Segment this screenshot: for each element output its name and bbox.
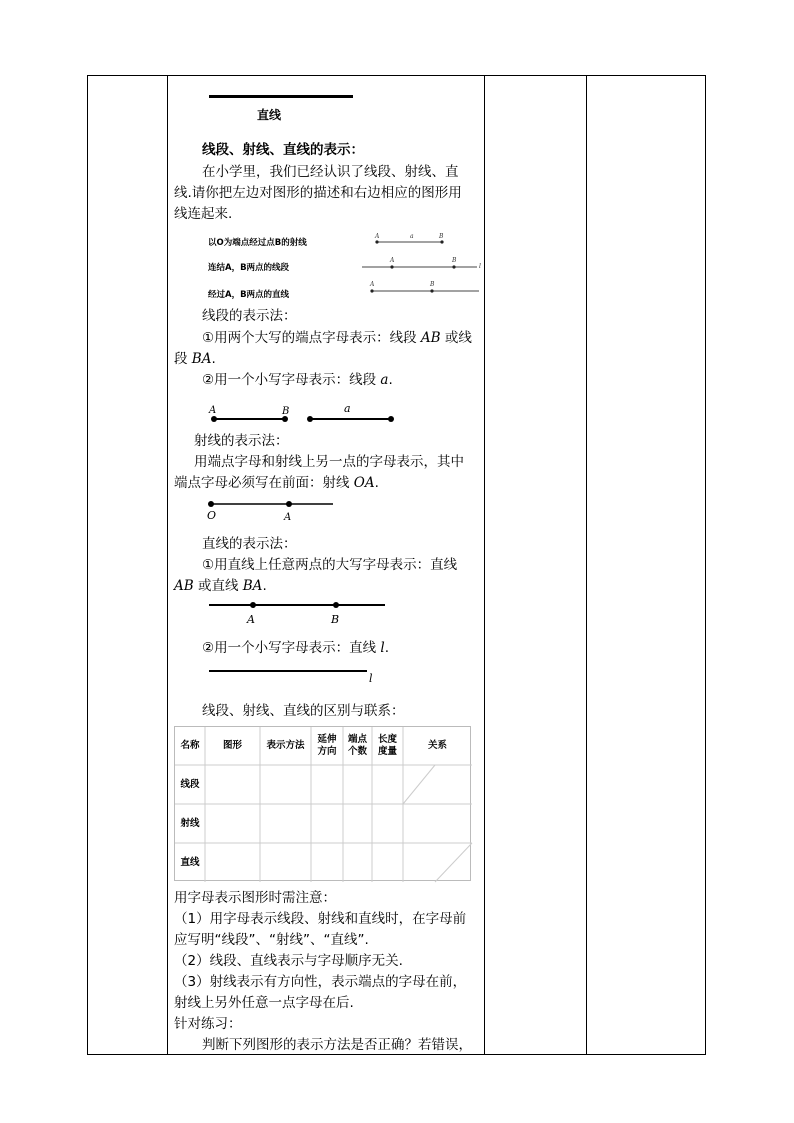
fig2-label-B: B — [452, 257, 457, 264]
lesson-content-column — [171, 78, 481, 1053]
intro-line-2: 线.请你把左边对图形的描述和右边相应的图形用 — [174, 185, 462, 201]
fig2-label-A: A — [390, 257, 395, 264]
fig1-label-A: A — [375, 233, 380, 240]
ray-title: 射线的表示法： — [194, 433, 289, 449]
line-l-figure — [171, 78, 481, 688]
fig1-label-B: B — [439, 233, 444, 240]
table-header-endpoints: 端点 个数 — [347, 734, 367, 757]
fig3-label-A: A — [370, 281, 375, 288]
table-row-segment: 线段 — [180, 779, 200, 790]
table-header-length: 长度 度量 — [377, 734, 397, 757]
segment-label-a: a — [344, 402, 351, 415]
segment-label-B: B — [282, 406, 290, 417]
section-title: 线段、射线、直线的表示： — [202, 142, 364, 158]
line-rule-2: ②用一个小写字母表示：直线 l. — [202, 640, 390, 656]
note-1-line-1: （1）用字母表示线段、射线和直线时，在字母前 — [174, 911, 467, 927]
line-label-l: l — [369, 672, 373, 685]
note-3-line-2: 射线上另外任意一点字母在后. — [174, 995, 354, 1011]
segment-rule-1-cont: 段 BA. — [174, 351, 216, 367]
ray-label-A: A — [284, 512, 292, 523]
table-row-line: 直线 — [180, 857, 200, 868]
practice-line-1: 判断下列图形的表示方法是否正确？若错误， — [202, 1037, 472, 1053]
fig2-label-l: l — [479, 263, 481, 270]
segment-rule-2: ②用一个小写字母表示：线段 a. — [202, 372, 393, 388]
segment-label-A: A — [209, 405, 217, 416]
table-header-relation: 关系 — [427, 740, 447, 751]
table-row-ray: 射线 — [180, 818, 200, 829]
compare-title: 线段、射线、直线的区别与联系： — [202, 703, 405, 719]
table-header-name: 名称 — [180, 740, 200, 751]
ray-rule-line-2: 端点字母必须写在前面：射线 OA. — [174, 475, 379, 491]
table-header-notation: 表示方法 — [266, 740, 305, 751]
intro-line-3: 线连起来. — [174, 206, 233, 222]
line-rule-1-line-2: AB 或直线 BA. — [174, 578, 267, 594]
segment-rule-1: ①用两个大写的端点字母表示：线段 AB 或线 — [202, 330, 472, 346]
table-header-direction: 延伸 方向 — [317, 734, 337, 757]
note-2: （2）线段、直线表示与字母顺序无关. — [174, 953, 403, 969]
segment-title: 线段的表示法： — [202, 308, 297, 324]
fig1-label-a: a — [410, 233, 414, 240]
intro-line-1: 在小学里，我们已经认识了线段、射线、直 — [202, 164, 459, 180]
table-header-figure: 图形 — [222, 740, 242, 751]
practice-title: 针对练习： — [174, 1016, 242, 1032]
line-rule-1-line-1: ①用直线上任意两点的大写字母表示：直线 — [202, 557, 458, 573]
ray-label-O: O — [207, 509, 217, 522]
comparison-table — [174, 726, 471, 881]
line-title: 直线的表示法： — [202, 536, 297, 552]
heading-line-label: 直线 — [257, 108, 282, 122]
fig3-label-B: B — [430, 281, 435, 288]
ray-rule-line-1: 用端点字母和射线上另一点的字母表示，其中 — [194, 454, 464, 470]
note-3-line-1: （3）射线表示有方向性，表示端点的字母在前， — [174, 974, 467, 990]
line-label-B: B — [331, 613, 340, 626]
match-item-1: 以O为端点经过点B的射线 — [208, 238, 307, 248]
notes-title: 用字母表示图形时需注意： — [174, 890, 336, 906]
match-item-3: 经过A，B两点的直线 — [208, 290, 290, 300]
column-divider-2 — [484, 75, 485, 1055]
match-item-2: 连结A，B两点的线段 — [208, 263, 290, 273]
note-1-line-2: 应写明“线段”、“射线”、“直线”. — [174, 932, 369, 948]
column-divider-1 — [167, 75, 168, 1055]
column-divider-3 — [586, 75, 587, 1055]
line-label-A: A — [247, 613, 255, 626]
